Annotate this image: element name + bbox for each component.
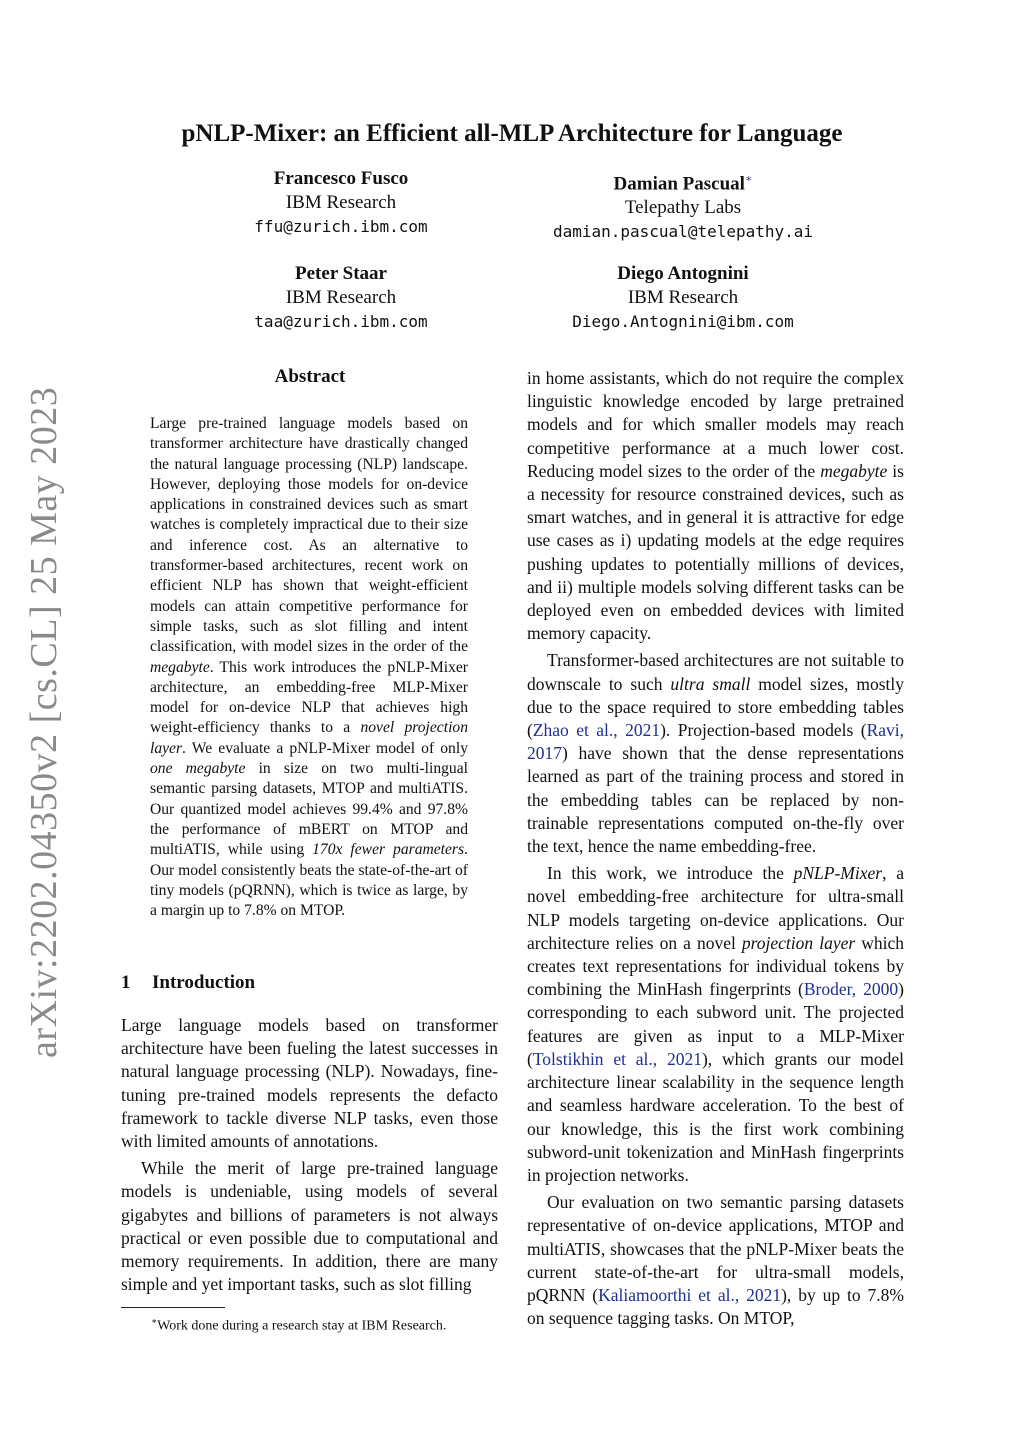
section-heading-introduction (121, 972, 255, 994)
paragraph: Our evaluation on two semantic parsing datasets representative of on-device applications, MTOP and multiATIS, showcases that the pNLP-Mixer beats the current state-of-the-art for ultra-small models, pQRNN (Kaliamoorthi et al., 2021), by up to 7.8% on sequence tagging tasks. On MTOP, (527, 1192, 904, 1329)
citation-link[interactable]: Tolstikhin et al., 2021 (532, 1048, 702, 1069)
citation-link[interactable]: Ravi, 2017 (527, 720, 905, 764)
paragraph: in home assistants, which do not require the complex linguistic knowledge encoded by large pretrained models and for which smaller models may reach competitive performance at a much lower cost. Reducing model sizes to the order of the megabyte is a necessity for resource constrained devices, such as smart watches, and in general it is attractive for edge use cases as i) updating models at the edge requires pushing updates to potentially millions of devices, and ii) multiple models solving different tasks can be deployed even on embedded devices with limited memory capacity. (527, 368, 904, 644)
author-email[interactable]: ffu@zurich.ibm.com (254, 217, 428, 236)
citation-link[interactable]: Zhao et al., 2021 (532, 720, 661, 741)
left-column-body (121, 1014, 498, 1300)
author-affiliation: IBM Research (627, 287, 739, 308)
author-affiliation: Telepathy Labs (624, 197, 742, 219)
right-column-body (527, 367, 904, 1334)
footnote-marker[interactable]: ∗ (744, 173, 753, 185)
author-block (513, 262, 853, 334)
paragraph: Transformer-based architectures are not suitable to downscale to such ultra small model sizes, mostly due to the space required to store embedding tables (Zhao et al., 2021). Projection-based models (Ravi, 2017) have shown that the dense representations learned as part of the training process and stored in the embedding tables can be replaced by non-trainable representations computed on-the-fly over the text, hence the name embedding-free. (527, 650, 905, 857)
citation-link[interactable]: Broder, 2000 (803, 979, 899, 1000)
paper-title: pNLP-Mixer: an Efficient all-MLP Architecture for Language (181, 120, 843, 147)
citation-link[interactable]: Kaliamoorthi et al., 2021 (598, 1284, 782, 1305)
paragraph: While the merit of large pre-trained language models is undeniable, using models of several gigabytes and billions of parameters is not always practical or even possible due to computational and memory requirements. In addition, there are many simple and yet important tasks, such as slot filling (121, 1158, 498, 1295)
author-name: Peter Staar (295, 263, 387, 284)
author-affiliation: IBM Research (285, 287, 397, 308)
author-block (513, 167, 853, 244)
author-name: Diego Antognini (617, 263, 749, 284)
abstract-text: Large pre-trained language models based on transformer architecture have drastically changed the natural language processing (NLP) landscape. However, deploying those models for on-device applications in constrained devices such as smart watches is completely impractical due to their size and inference cost. As an alternative to transformer-based architectures, recent work on efficient NLP has shown that weight-efficient models can attain competitive performance for simple tasks, such as slot filling and intent classification, with model sizes in the order of the megabyte. This work introduces the pNLP-Mixer architecture, an embedding-free MLP-Mixer model for on-device NLP that achieves high weight-efficiency thanks to a novel projection layer. We evaluate a pNLP-Mixer model of only one megabyte in size on two multi-lingual semantic parsing datasets, MTOP and multiATIS. Our quantized model achieves 99.4% and 97.8% the performance of mBERT on MTOP and multiATIS, while using 170x fewer parameters. Our model consistently beats the state-of-the-art of tiny models (pQRNN), which is twice as large, by a margin up to 7.8% on MTOP. (150, 415, 468, 920)
paragraph: Large language models based on transformer architecture have been fueling the latest successes in natural language processing (NLP). Nowadays, fine-tuning pre-trained models represents the defacto framework to tackle diverse NLP tasks, even those with limited amounts of annotations. (121, 1015, 498, 1152)
footnote: ∗Work done during a research stay at IBM Research. (151, 1316, 447, 1334)
author-name: Francesco Fusco (273, 168, 409, 189)
author-name: Damian Pascual∗ (613, 173, 753, 195)
author-block (171, 262, 511, 334)
section-number: 1 (121, 972, 131, 993)
footnote-divider (121, 1307, 225, 1308)
author-email[interactable]: taa@zurich.ibm.com (254, 312, 428, 331)
arxiv-identifier: arXiv:2202.04350v2 [cs.CL] 25 May 2023 (23, 386, 65, 1058)
author-affiliation: IBM Research (285, 192, 397, 213)
author-email[interactable]: damian.pascual@telepathy.ai (552, 222, 814, 242)
author-block (171, 167, 511, 239)
abstract-heading: Abstract (274, 366, 346, 387)
footnote-mark: ∗ (151, 1316, 158, 1326)
author-email[interactable]: Diego.Antognini@ibm.com (572, 312, 794, 331)
paragraph: In this work, we introduce the pNLP-Mixer, a novel embedding-free architecture for ultra-small NLP models targeting on-device applications. Our architecture relies on a novel projection layer which creates text representations for individual tokens by combining the MinHash fingerprints (Broder, 2000) corresponding to each subword unit. The projected features are given as input to a MLP-Mixer (Tolstikhin et al., 2021), which grants our model architecture linear scalability in the sequence length and seamless hardware acceleration. To the best of our knowledge, this is the first work combining subword-unit tokenization and MinHash fingerprints in projection networks. (527, 863, 904, 1185)
section-title: Introduction (152, 972, 256, 993)
